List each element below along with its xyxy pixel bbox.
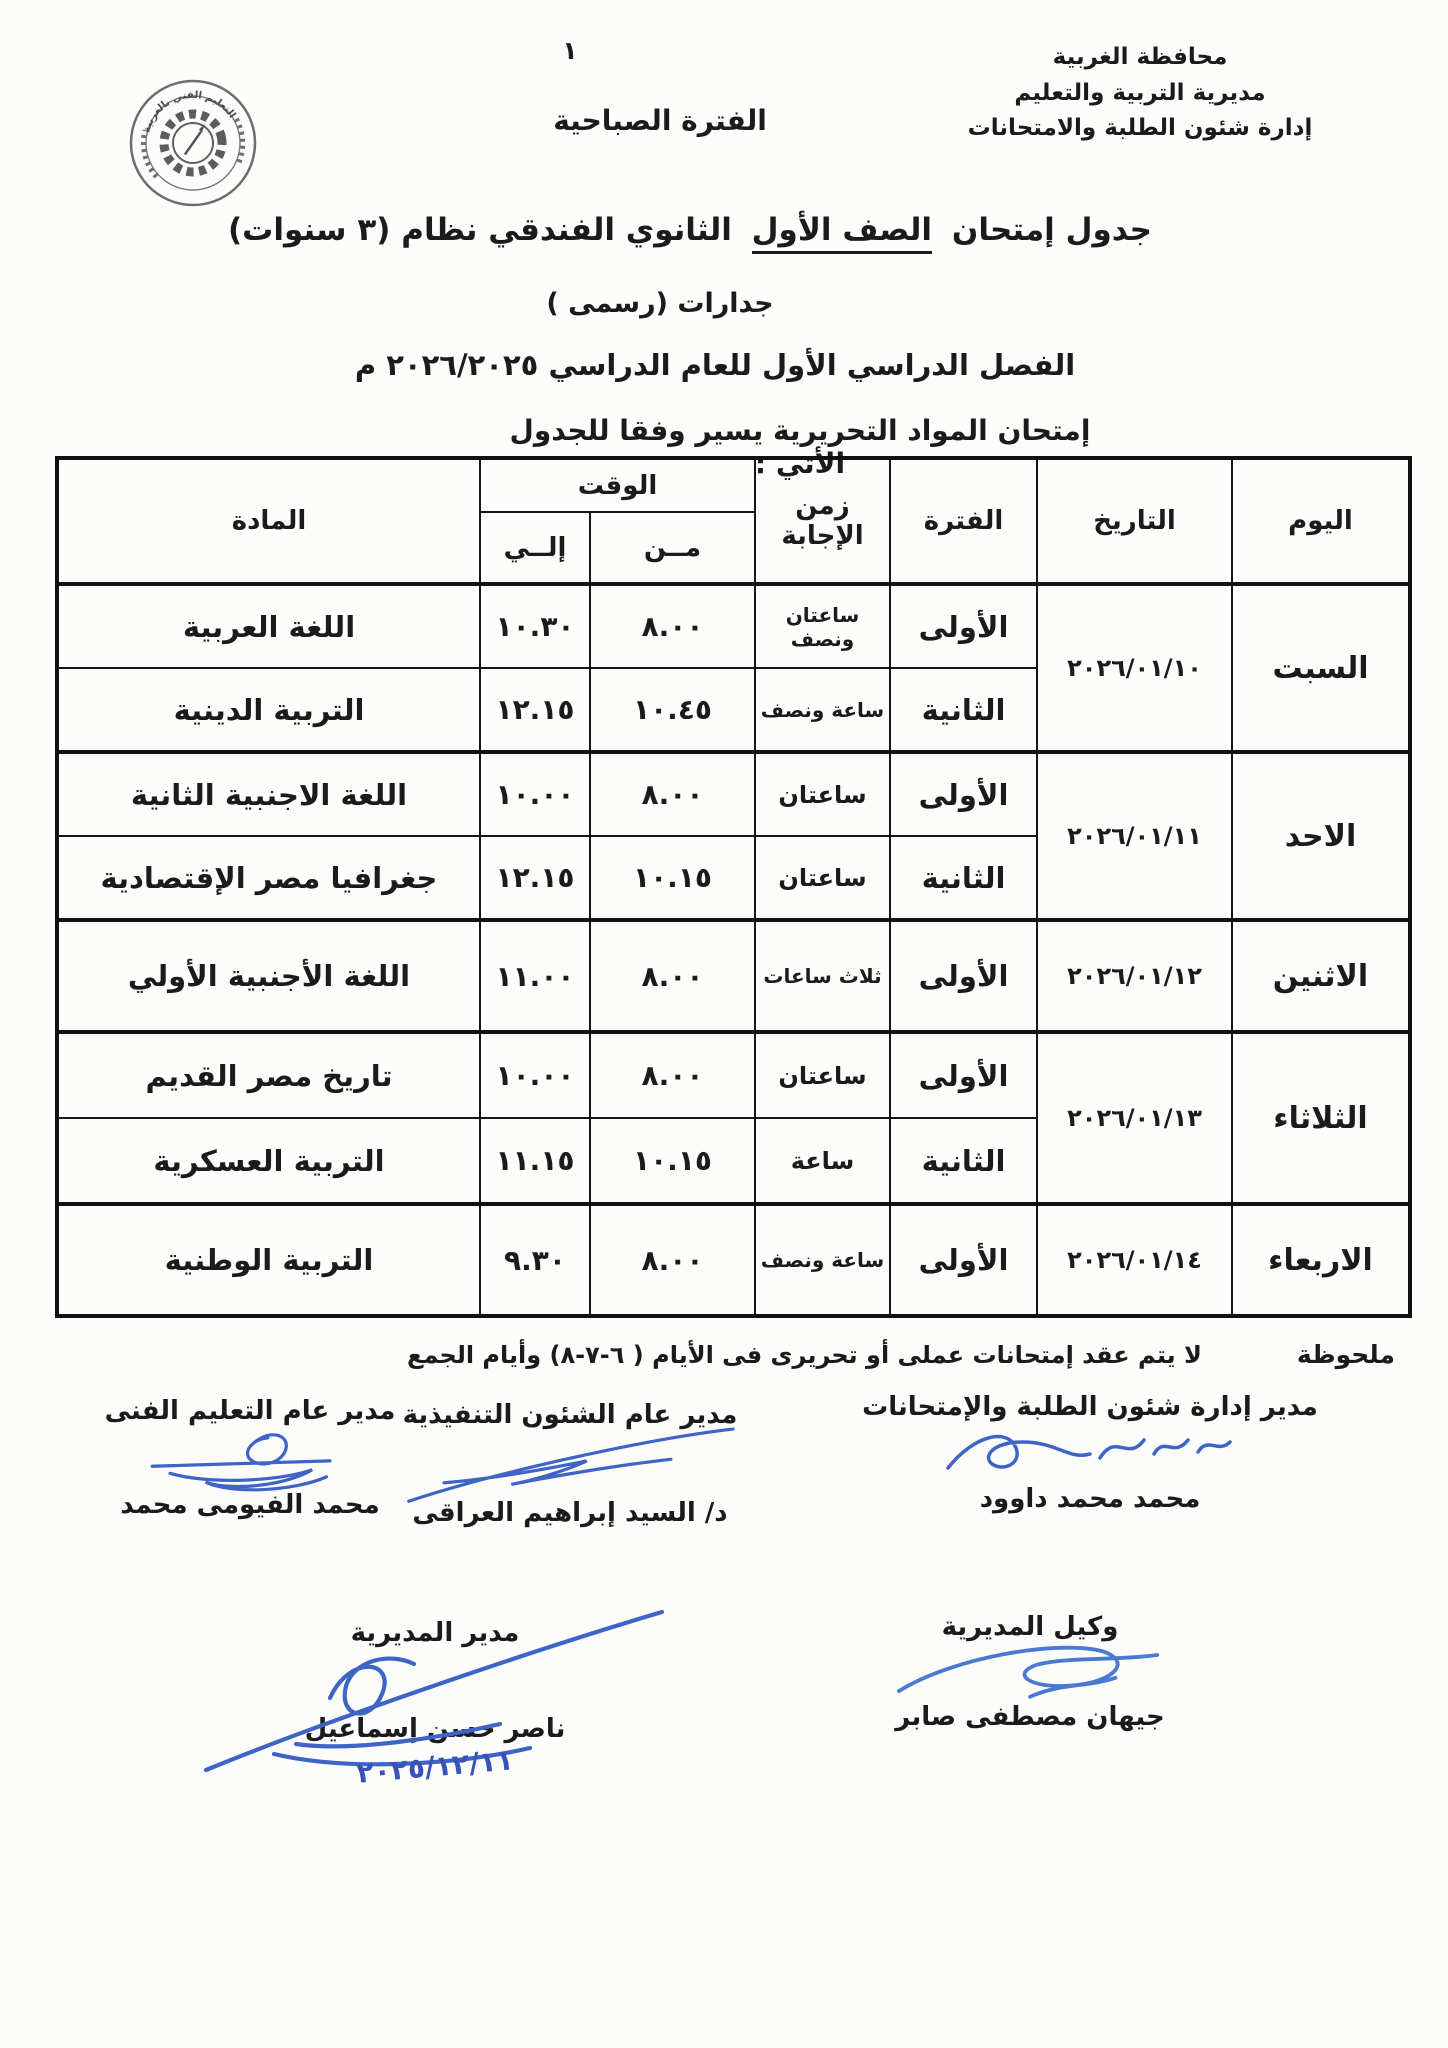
signature-director xyxy=(200,1618,670,1790)
cell-from: ٨.٠٠ xyxy=(590,584,755,668)
header-time: الوقت xyxy=(480,458,755,512)
cell-subject: التربية العسكرية xyxy=(57,1118,480,1204)
signature-name: د/ السيد إبراهيم العراقى xyxy=(412,1498,728,1528)
cell-period: الثانية xyxy=(890,836,1037,920)
table-row xyxy=(57,752,1410,836)
cell-to: ١١.٠٠ xyxy=(480,920,590,1032)
header-from: مــن xyxy=(590,512,755,584)
table-row xyxy=(57,1204,1410,1316)
cell-to: ١١.١٥ xyxy=(480,1118,590,1204)
signature-title: مدير عام الشئون التنفيذية xyxy=(402,1400,738,1430)
cell-subject: اللغة الاجنبية الثانية xyxy=(57,752,480,836)
cell-from: ٨.٠٠ xyxy=(590,1032,755,1118)
cell-period: الثانية xyxy=(890,668,1037,752)
cell-day: الاثنين xyxy=(1232,920,1410,1032)
cell-date: ٢٠٢٦/٠١/١٤ xyxy=(1037,1204,1232,1316)
cell-duration: ساعتان xyxy=(755,1032,890,1118)
school-seal xyxy=(115,65,270,220)
cell-duration: ساعتان ونصف xyxy=(755,584,890,668)
cell-day: الاحد xyxy=(1232,752,1410,920)
header-answer-time-line2: الإجابة xyxy=(781,521,864,551)
cell-date: ٢٠٢٦/٠١/١١ xyxy=(1037,752,1232,920)
signature-ink-icon xyxy=(930,1416,1250,1494)
table-row xyxy=(57,1032,1410,1118)
cell-duration: ساعة xyxy=(755,1118,890,1204)
note-text: لا يتم عقد إمتحانات عملى أو تحريرى فى الأيام ( ٦-٧-٨) وأيام الجمع xyxy=(407,1341,1202,1369)
cell-day: الاربعاء xyxy=(1232,1204,1410,1316)
signature-deputy-director xyxy=(810,1612,1250,1732)
note-line xyxy=(55,1340,1395,1369)
cell-to: ١٢.١٥ xyxy=(480,836,590,920)
signature-title: مدير إدارة شئون الطلبة والإمتحانات xyxy=(862,1392,1318,1422)
table-header-row-1 xyxy=(57,458,1410,512)
cell-period: الثانية xyxy=(890,1118,1037,1204)
cell-subject: تاريخ مصر القديم xyxy=(57,1032,480,1118)
signature-space xyxy=(200,1648,670,1714)
cell-date: ٢٠٢٦/٠١/١٢ xyxy=(1037,920,1232,1032)
header-to: إلــي xyxy=(480,512,590,584)
cell-to: ٩.٣٠ xyxy=(480,1204,590,1316)
cell-subject: اللغة الأجنبية الأولي xyxy=(57,920,480,1032)
cell-date: ٢٠٢٦/٠١/١٠ xyxy=(1037,584,1232,752)
cell-subject: جغرافيا مصر الإقتصادية xyxy=(57,836,480,920)
signature-technical-education xyxy=(70,1396,430,1520)
cell-from: ١٠.٤٥ xyxy=(590,668,755,752)
signature-name: محمد الفيومى محمد xyxy=(120,1490,380,1520)
cell-from: ٨.٠٠ xyxy=(590,752,755,836)
letterhead xyxy=(940,40,1340,147)
table-row xyxy=(57,584,1410,668)
exam-schedule-table xyxy=(55,456,1412,1318)
cell-from: ٨.٠٠ xyxy=(590,1204,755,1316)
page-number: ١ xyxy=(562,36,578,65)
shift-title: الفترة الصباحية xyxy=(553,104,767,137)
cell-duration: ساعة ونصف xyxy=(755,1204,890,1316)
signature-name: ناصر حسن إسماعيل xyxy=(304,1714,566,1744)
cell-period: الأولى xyxy=(890,752,1037,836)
letterhead-administration: إدارة شئون الطلبة والامتحانات xyxy=(967,115,1313,142)
exam-title-grade-underlined: الصف الأول xyxy=(752,212,932,254)
signature-name: محمد محمد داوود xyxy=(979,1484,1201,1514)
cell-period: الأولى xyxy=(890,584,1037,668)
cell-period: الأولى xyxy=(890,1032,1037,1118)
note-label: ملحوظة xyxy=(1296,1340,1395,1369)
cell-duration: ساعة ونصف xyxy=(755,668,890,752)
exam-title-pre: جدول إمتحان xyxy=(951,212,1152,248)
handwritten-date: ٢٠٢٥/١٢/١١ xyxy=(355,1743,515,1790)
cell-subject: التربية الوطنية xyxy=(57,1204,480,1316)
cell-to: ١٢.١٥ xyxy=(480,668,590,752)
header-period: الفترة xyxy=(890,458,1037,584)
signature-title: وكيل المديرية xyxy=(941,1612,1119,1642)
exam-title-post: الثانوي الفندقي نظام (٣ سنوات) xyxy=(228,212,732,248)
cell-duration: ساعتان xyxy=(755,836,890,920)
signature-name: جيهان مصطفى صابر xyxy=(895,1702,1165,1732)
cell-period: الأولى xyxy=(890,1204,1037,1316)
cell-from: ٨.٠٠ xyxy=(590,920,755,1032)
table-row xyxy=(57,920,1410,1032)
track-title: جدارات (رسمى ) xyxy=(546,288,774,319)
signature-title: مدير عام التعليم الفنى xyxy=(104,1396,396,1426)
cell-day: الثلاثاء xyxy=(1232,1032,1410,1204)
header-subject: المادة xyxy=(57,458,480,584)
intro-line: إمتحان المواد التحريرية يسير وفقا للجدول الأتي : xyxy=(509,414,1091,480)
header-day: اليوم xyxy=(1232,458,1410,584)
cell-day: السبت xyxy=(1232,584,1410,752)
cell-subject: اللغة العربية xyxy=(57,584,480,668)
cell-date: ٢٠٢٦/٠١/١٣ xyxy=(1037,1032,1232,1204)
schedule-table-wrapper xyxy=(55,456,1408,1318)
header-answer-time-line1: زمن xyxy=(795,491,850,521)
signature-ink-icon xyxy=(880,1636,1180,1712)
exam-title xyxy=(150,212,1230,248)
cell-to: ١٠.٠٠ xyxy=(480,752,590,836)
cell-duration: ساعتان xyxy=(755,752,890,836)
cell-from: ١٠.١٥ xyxy=(590,836,755,920)
letterhead-governorate: محافظة الغربية xyxy=(1052,44,1228,70)
cell-from: ١٠.١٥ xyxy=(590,1118,755,1204)
header-answer-time xyxy=(755,458,890,584)
seal-icon xyxy=(115,65,270,220)
seal-arc-text: التعليم الفني بالغربية xyxy=(141,89,238,135)
cell-to: ١٠.٣٠ xyxy=(480,584,590,668)
signature-ink-icon xyxy=(100,1420,400,1500)
cell-to: ١٠.٠٠ xyxy=(480,1032,590,1118)
term-title: الفصل الدراسي الأول للعام الدراسي ٢٠٢٦/٢٠٢٥ م xyxy=(354,348,1076,382)
signature-students-affairs xyxy=(840,1392,1340,1514)
letterhead-directorate: مديرية التربية والتعليم xyxy=(1014,79,1266,106)
header-date: التاريخ xyxy=(1037,458,1232,584)
cell-subject: التربية الدينية xyxy=(57,668,480,752)
cell-duration: ثلاث ساعات xyxy=(755,920,890,1032)
cell-period: الأولى xyxy=(890,920,1037,1032)
signature-title: مدير المديرية xyxy=(350,1618,520,1648)
